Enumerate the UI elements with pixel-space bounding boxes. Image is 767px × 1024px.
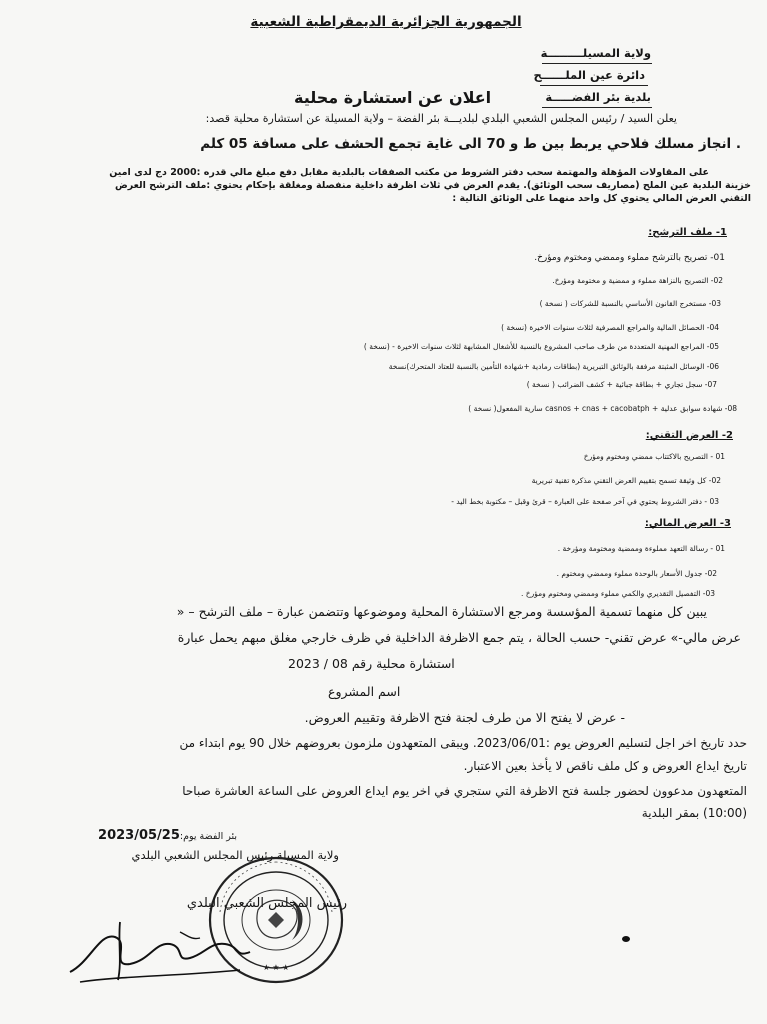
list-item: 07- سجل تجاري + بطاقة جبائية + كشف الضرائب ( نسخة ): [526, 380, 717, 389]
country-name: الجمهورية الجزائرية الديمقراطية الشعبية: [250, 14, 522, 30]
list-item: 06- الوسائل المثبتة مرفقة بالوثائق التبريرية (بطاقات رمادية +شهادة التأمين بالنسبة للعتاد المتحرك)نسخة: [388, 362, 719, 371]
opening-line: (10:00) بمقر البلدية: [641, 806, 747, 820]
deadline-line: تاريخ ايداع العروض و كل ملف ناقص لا يأخذ بعين الاعتبار.: [463, 759, 747, 773]
description-line: التقني العرض المالي يحتوي كل واحد منهما على الوثائق التالية :: [452, 193, 751, 204]
list-item: 01- تصريح بالترشح مملوء وممضي ومختوم ومؤرخ.: [534, 253, 725, 263]
header-daira: دائرة عين الملــــــح: [533, 68, 645, 82]
list-item: 01 - رسالة التعهد مملوءة وممضية ومختومة ومؤرخة .: [557, 544, 725, 553]
section-title: 1- ملف الترشح:: [648, 227, 727, 238]
list-item: 04- الحصائل المالية والمراجع المصرفية لثلاث سنوات الاخيرة (نسخة ): [501, 323, 719, 332]
instruction-line: يبين كل منهما تسمية المؤسسة ومرجع الاستشارة المحلية وموضوعها وتتضمن عبارة – ملف الترشح – «: [176, 604, 707, 619]
list-item: 03- مستخرج القانون الأساسي بالنسبة للشركات ( نسخة ): [539, 299, 721, 308]
section-title: 3- العرض المالي:: [644, 518, 731, 529]
description-line: على المقاولات المؤهلة والمهتمة سحب دفتر الشروط من مكتب الصفقات بالبلدية مقابل دفع مبلغ مالي قدره :2000 دج لدى امين: [109, 167, 709, 178]
list-item: 02- جدول الأسعار بالوحدة مملوء وممضي ومختوم .: [556, 569, 717, 578]
place-date: [98, 828, 237, 843]
bullet: .: [731, 136, 741, 152]
signature-date: 2023/05/25: [98, 828, 180, 843]
header-baladia: بلدية بئر الفضـــــة: [545, 90, 651, 104]
divider: [540, 85, 648, 86]
instruction-line: عرض مالي-» عرض تقني- حسب الحالة ، يتم جمع الاظرفة الداخلية في ظرف خارجي مغلق مبهم يحمل عبارة: [177, 630, 741, 645]
list-item: 08- شهادة سوابق عدلية + casnos + cnas + cacobatph سارية المفعول( نسخة ): [468, 404, 737, 413]
section-title: 2- العرض التقني:: [645, 430, 733, 441]
document-title: اعلان عن استشارة محلية: [294, 88, 492, 107]
project-text: انجاز مسلك فلاحي يربط بين ط و 70 الى غاية تجمع الحشف على مسافة 05 كلم: [200, 136, 732, 152]
intro-text: يعلن السيد / رئيس المجلس الشعبي البلدي لبلديـــة بئر الفضة – ولاية المسيلة عن استشارة محلية قصد:: [205, 112, 677, 125]
signatory-title: ولاية المسيلة رئيس المجلس الشعبي البلدي: [131, 848, 339, 862]
list-item: 02- التصريح بالنزاهة مملوء و ممضية و مختومة ومؤرخ.: [552, 276, 723, 285]
divider: [542, 63, 652, 64]
not-opened-note: - عرض لا يفتح الا من طرف لجنة فتح الاظرفة وتقييم العروض.: [304, 710, 625, 725]
project-title: [200, 136, 741, 152]
project-name-label: اسم المشروع: [328, 684, 401, 699]
svg-text:★ ★ ★: ★ ★ ★: [262, 963, 290, 972]
place-label: بئر الفضة يوم:: [179, 831, 237, 842]
list-item: 01 - التصريح بالاكتتاب ممضي ومختوم ومؤرخ: [583, 452, 725, 461]
list-item: 03- التفصيل التقديري والكمي مملوء وممضي ومختوم ومؤرخ .: [521, 589, 715, 598]
description-line: خزينة البلدية عين الملح (مصاريف سحب الوثائق). يقدم العرض في ثلاث اظرفة داخلية منفصلة ومغلقة بإحكام يحتوي :ملف الترشح العرض: [114, 180, 751, 191]
ink-spot: [622, 936, 630, 942]
stamp-text: رئيس المجلس الشعبي البلدي: [186, 896, 347, 911]
list-item: 02- كل وثيقة تسمح بتقييم العرض التقني مذكرة تقنية تبريرية: [531, 476, 721, 485]
deadline-line: حدد تاريخ اخر اجل لتسليم العروض يوم :2023/06/01. ويبقى المتعهدون ملزمون بعروضهم خلال 90 يوم ابتداء من: [179, 736, 747, 750]
handwritten-signature-icon: [60, 892, 260, 992]
consultation-reference: استشارة محلية رقم 08 / 2023: [288, 656, 455, 671]
opening-line: المتعهدون مدعوون لحضور جلسة فتح الاظرفة التي ستجري في اخر يوم ايداع العروض على الساعة العاشرة صباحا: [182, 784, 747, 798]
list-item: 03 - دفتر الشروط يحتوي في آخر صفحة على العبارة – قرئ وقبل – مكتوبة بخط اليد -: [451, 497, 719, 506]
list-item: 05- المراجع المهنية المتعددة من طرف صاحب المشروع بالنسبة للأشغال المشابهة لثلاث سنوات الاخيرة - (نسخة ): [363, 342, 719, 351]
header-wilaya: ولاية المسيلـــــــــة: [540, 46, 651, 60]
divider: [542, 107, 652, 108]
